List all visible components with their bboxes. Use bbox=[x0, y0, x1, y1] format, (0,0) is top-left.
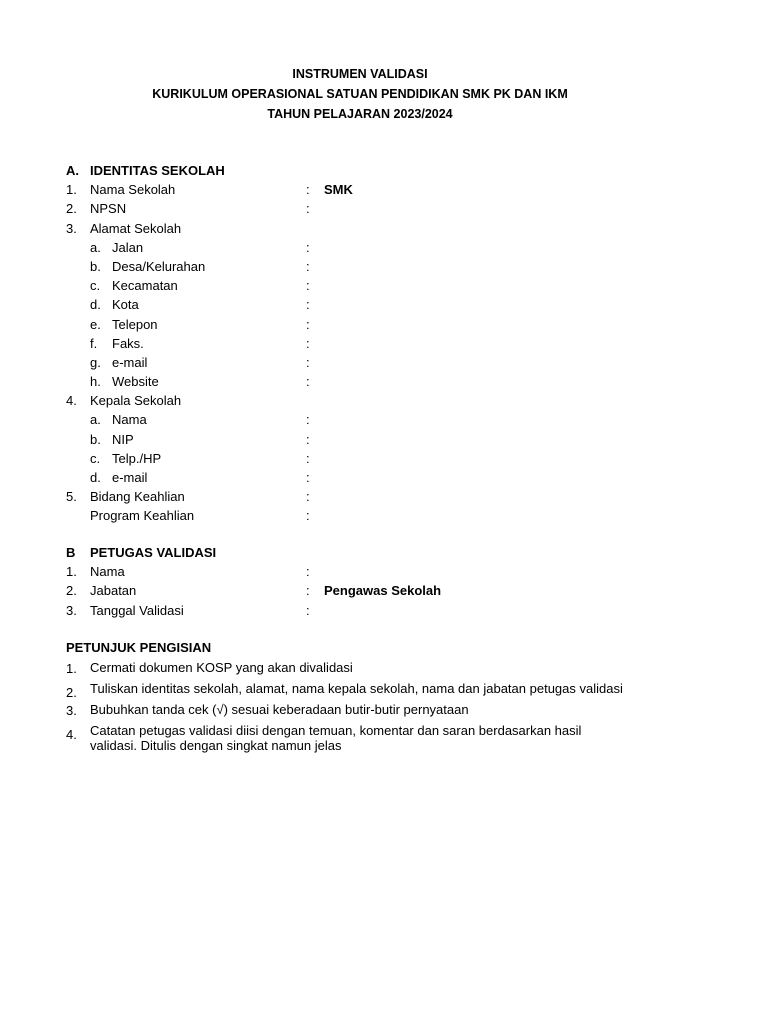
field-label: e-mail bbox=[112, 354, 148, 370]
item-number: 1. bbox=[66, 564, 77, 580]
instruction-item bbox=[66, 702, 636, 717]
field-kota bbox=[66, 295, 686, 314]
item-number: 5. bbox=[66, 489, 77, 505]
instruction-item bbox=[66, 660, 636, 675]
instruction-text: Tuliskan identitas sekolah, alamat, nama kepala sekolah, nama dan jabatan petugas validasi bbox=[90, 681, 623, 697]
section-identitas-sekolah bbox=[66, 161, 686, 526]
field-colon: : bbox=[306, 583, 310, 599]
field-tanggal-validasi bbox=[66, 601, 686, 620]
item-number: 1. bbox=[66, 182, 77, 198]
field-colon: : bbox=[306, 258, 310, 274]
field-label: Kecamatan bbox=[112, 278, 178, 294]
item-number: 3. bbox=[66, 602, 77, 618]
instruction-item bbox=[66, 723, 636, 753]
field-label: Website bbox=[112, 374, 159, 390]
field-email-kepala bbox=[66, 468, 686, 487]
field-jabatan bbox=[66, 581, 686, 600]
field-nama-petugas bbox=[66, 562, 686, 581]
section-b-heading bbox=[66, 543, 686, 562]
field-label: Jabatan bbox=[90, 583, 137, 599]
field-jalan bbox=[66, 238, 686, 257]
field-colon: : bbox=[306, 508, 310, 524]
field-label: Nama bbox=[112, 412, 147, 428]
field-faks bbox=[66, 334, 686, 353]
section-b-title: PETUGAS VALIDASI bbox=[90, 545, 217, 560]
header-year: TAHUN PELAJARAN 2023/2024 bbox=[267, 107, 453, 121]
sub-item-letter: d. bbox=[90, 470, 101, 485]
field-value: SMK bbox=[324, 182, 353, 198]
field-colon: : bbox=[306, 602, 310, 618]
field-kepala-sekolah bbox=[66, 391, 686, 410]
field-colon: : bbox=[306, 335, 310, 351]
field-label: Nama bbox=[90, 564, 125, 580]
field-colon: : bbox=[306, 201, 310, 217]
field-colon: : bbox=[306, 564, 310, 580]
field-website bbox=[66, 372, 686, 391]
field-label: Telepon bbox=[112, 316, 158, 332]
field-colon: : bbox=[306, 412, 310, 428]
header-subtitle: KURIKULUM OPERASIONAL SATUAN PENDIDIKAN SMK PK DAN IKM bbox=[152, 87, 568, 101]
field-label: Bidang Keahlian bbox=[90, 489, 185, 505]
field-label: e-mail bbox=[112, 470, 148, 485]
field-colon: : bbox=[306, 470, 310, 485]
field-colon: : bbox=[306, 316, 310, 332]
field-label: Telp./HP bbox=[112, 450, 162, 466]
document-header bbox=[0, 64, 720, 124]
instruction-item bbox=[66, 681, 636, 701]
field-colon: : bbox=[306, 239, 310, 255]
field-colon: : bbox=[306, 489, 310, 505]
field-label: Tanggal Validasi bbox=[90, 602, 184, 618]
field-nama-sekolah bbox=[66, 180, 686, 199]
sub-item-letter: c. bbox=[90, 278, 101, 294]
field-nip bbox=[66, 430, 686, 449]
field-telp-hp bbox=[66, 449, 686, 468]
field-label: NPSN bbox=[90, 201, 127, 217]
sub-item-letter: f. bbox=[90, 335, 98, 351]
instruction-text: Bubuhkan tanda cek (√) sesuai keberadaan butir-butir pernyataan bbox=[90, 702, 469, 718]
field-label: Kepala Sekolah bbox=[90, 393, 182, 409]
field-label: Alamat Sekolah bbox=[90, 220, 182, 236]
item-number: 3. bbox=[66, 220, 77, 236]
petunjuk-title: PETUNJUK PENGISIAN bbox=[66, 640, 212, 655]
section-petugas-validasi bbox=[66, 543, 686, 620]
item-number: 2. bbox=[66, 201, 77, 217]
field-email-sekolah bbox=[66, 353, 686, 372]
sub-item-letter: b. bbox=[90, 431, 101, 447]
item-number: 1. bbox=[66, 661, 77, 677]
section-a-marker: A. bbox=[66, 163, 79, 178]
item-number: 4. bbox=[66, 727, 77, 743]
field-colon: : bbox=[306, 374, 310, 390]
sub-item-letter: d. bbox=[90, 297, 101, 313]
field-label: Kota bbox=[112, 297, 139, 313]
field-colon: : bbox=[306, 354, 310, 370]
section-petunjuk-pengisian bbox=[66, 638, 636, 759]
item-number: 2. bbox=[66, 583, 77, 599]
field-colon: : bbox=[306, 450, 310, 466]
field-label: Faks. bbox=[112, 335, 144, 351]
section-a-title: IDENTITAS SEKOLAH bbox=[90, 163, 225, 178]
field-colon: : bbox=[306, 431, 310, 447]
section-b-marker: B bbox=[66, 545, 76, 560]
field-program-keahlian bbox=[66, 506, 686, 525]
field-desa-kelurahan bbox=[66, 257, 686, 276]
field-npsn bbox=[66, 199, 686, 218]
sub-item-letter: h. bbox=[90, 374, 101, 390]
field-label: Jalan bbox=[112, 239, 144, 255]
field-label: NIP bbox=[112, 431, 134, 447]
field-kecamatan bbox=[66, 276, 686, 295]
field-alamat-sekolah bbox=[66, 219, 686, 238]
sub-item-letter: a. bbox=[90, 239, 101, 255]
item-number: 3. bbox=[66, 703, 77, 719]
section-a-heading bbox=[66, 161, 686, 180]
field-value: Pengawas Sekolah bbox=[324, 583, 442, 599]
field-telepon bbox=[66, 315, 686, 334]
instruction-text: Cermati dokumen KOSP yang akan divalidasi bbox=[90, 660, 353, 676]
sub-item-letter: c. bbox=[90, 450, 101, 466]
sub-item-letter: b. bbox=[90, 258, 101, 274]
field-colon: : bbox=[306, 278, 310, 294]
sub-item-letter: g. bbox=[90, 354, 101, 370]
sub-item-letter: e. bbox=[90, 316, 101, 332]
instruction-text: Catatan petugas validasi diisi dengan temuan, komentar dan saran berdasarkan hasil validasi. Ditulis dengan singkat namun jelas bbox=[90, 723, 582, 754]
field-colon: : bbox=[306, 297, 310, 313]
field-label: Nama Sekolah bbox=[90, 182, 176, 198]
header-title: INSTRUMEN VALIDASI bbox=[292, 67, 428, 81]
field-nama-kepala bbox=[66, 410, 686, 429]
field-colon: : bbox=[306, 182, 310, 198]
field-bidang-keahlian bbox=[66, 487, 686, 506]
sub-item-letter: a. bbox=[90, 412, 101, 428]
item-number: 4. bbox=[66, 393, 77, 409]
field-label: Desa/Kelurahan bbox=[112, 258, 206, 274]
field-label: Program Keahlian bbox=[90, 508, 195, 524]
item-number: 2. bbox=[66, 685, 77, 701]
